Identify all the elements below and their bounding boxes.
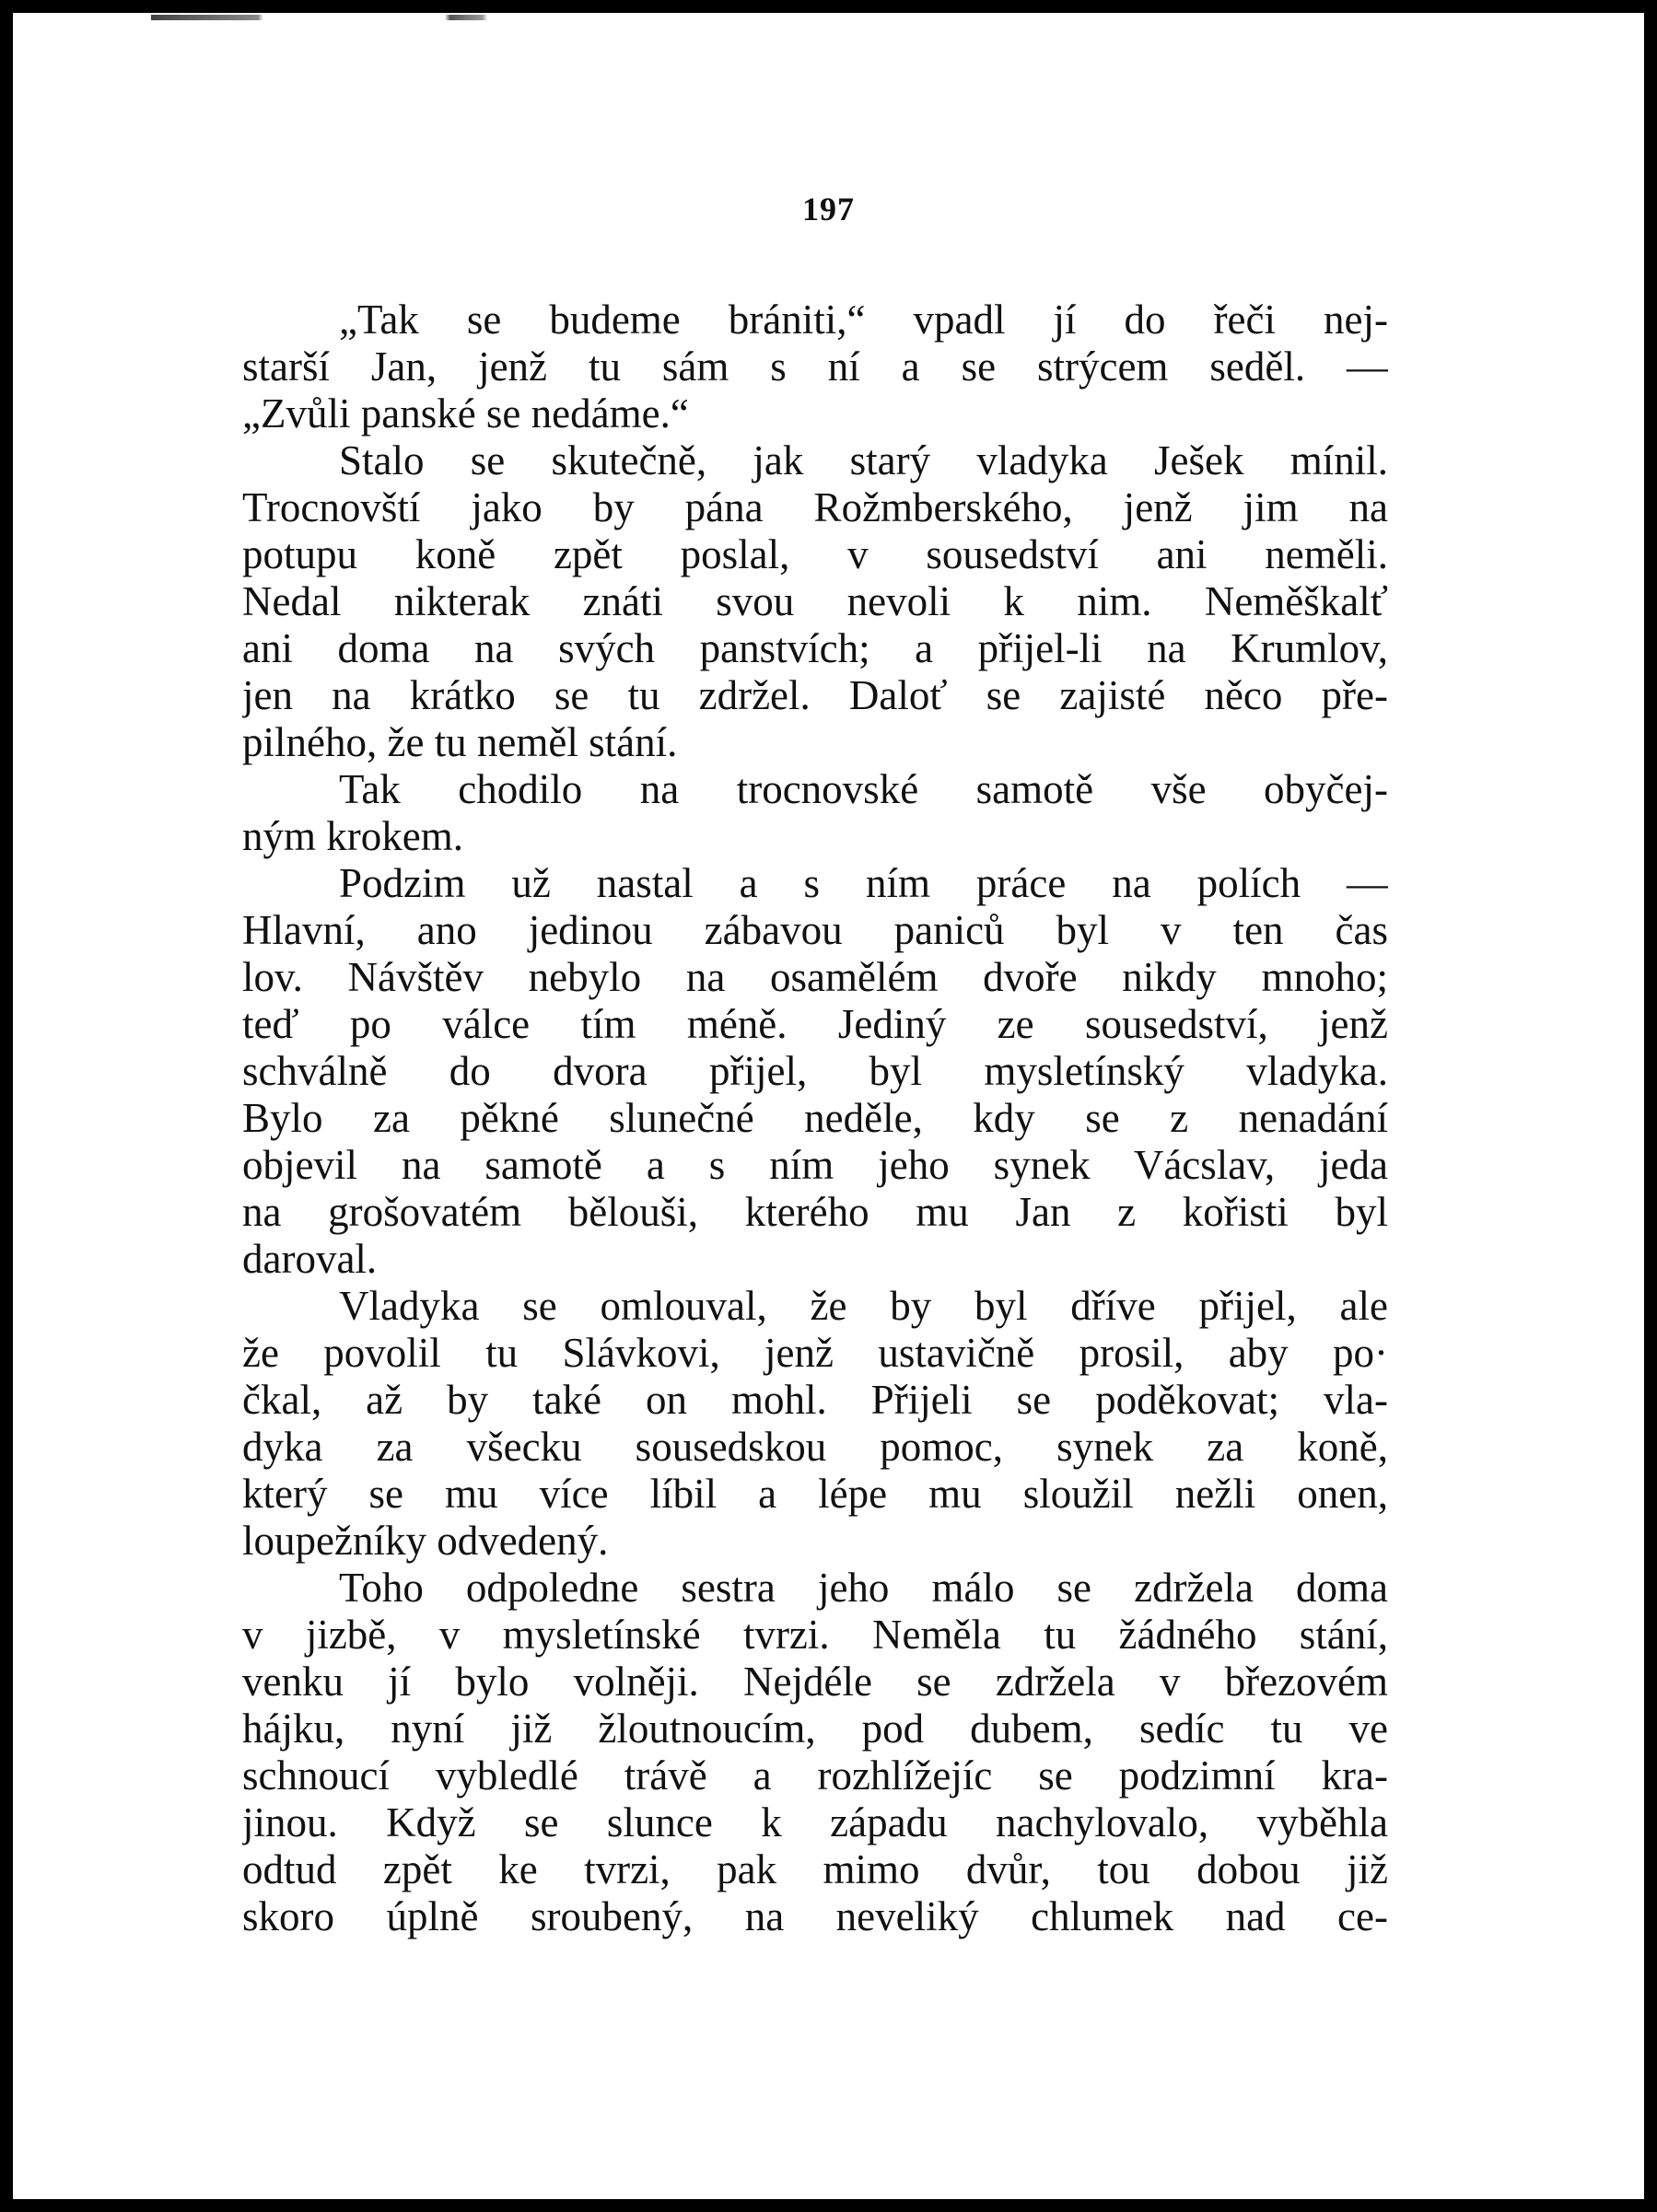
text-line: venku jí bylo volněji. Nejdéle se zdržela v březovém (242, 1659, 1388, 1705)
text-line: Bylo za pěkné slunečné neděle, kdy se z nenadání (242, 1095, 1388, 1141)
scan-edge-mark (151, 15, 685, 20)
text-line: jinou. Když se slunce k západu nachylovalo, vyběhla (242, 1799, 1388, 1845)
text-line: Hlavní, ano jedinou zábavou paniců byl v ten čas (242, 907, 1388, 953)
text-line: Nedal nikterak znáti svou nevoli k nim. Neměškalť (242, 578, 1388, 624)
text-line: na grošovatém bělouši, kterého mu Jan z kořisti byl (242, 1189, 1388, 1235)
text-line: jen na krátko se tu zdržel. Daloť se zajisté něco pře- (242, 672, 1388, 718)
text-line: daroval. (242, 1236, 378, 1282)
text-line: teď po válce tím méně. Jediný ze sousedství, jenž (242, 1001, 1388, 1047)
text-line: lov. Návštěv nebylo na osamělém dvoře nikdy mnoho; (242, 954, 1388, 1000)
text-line: schnoucí vybledlé trávě a rozhlížejíc se podzimní kra- (242, 1752, 1388, 1799)
text-line: Toho odpoledne sestra jeho málo se zdržela doma (339, 1565, 1388, 1611)
page-number: 197 (802, 191, 855, 227)
text-line: že povolil tu Slávkovi, jenž ustavičně prosil, aby po· (242, 1330, 1388, 1376)
text-line: ani doma na svých panstvích; a přijel-li na Krumlov, (242, 625, 1388, 671)
text-line: který se mu více líbil a lépe mu sloužil nežli onen, (242, 1471, 1388, 1517)
text-line: loupežníky odvedený. (242, 1518, 609, 1564)
text-line: starší Jan, jenž tu sám s ní a se strýcem seděl. — (242, 343, 1388, 390)
text-line: pilného, že tu neměl stání. (242, 719, 678, 765)
text-line: Stalo se skutečně, jak starý vladyka Ješek mínil. (339, 437, 1388, 483)
body-text (242, 297, 1388, 1940)
text-line: ným krokem. (242, 813, 463, 859)
text-line: Tak chodilo na trocnovské samotě vše obyčej- (339, 766, 1388, 812)
text-line: Podzim už nastal a s ním práce na polích — (339, 860, 1388, 906)
text-line: dyka za všecku sousedskou pomoc, synek za koně, (242, 1424, 1388, 1470)
text-line: Vladyka se omlouval, že by byl dříve přijel, ale (339, 1283, 1388, 1329)
text-line: čkal, až by také on mohl. Přijeli se poděkovat; vla- (242, 1377, 1388, 1423)
book-page (13, 13, 1644, 2199)
text-line: odtud zpět ke tvrzi, pak mimo dvůr, tou dobou již (242, 1846, 1388, 1892)
text-line: objevil na samotě a s ním jeho synek Vácslav, jeda (242, 1142, 1388, 1188)
text-line: Trocnovští jako by pána Rožmberského, jenž jim na (242, 484, 1388, 530)
text-line: skoro úplně sroubený, na neveliký chlumek nad ce- (242, 1893, 1388, 1939)
text-line: potupu koně zpět poslal, v sousedství ani neměli. (242, 531, 1388, 577)
text-line: „Zvůli panské se nedáme.“ (242, 390, 689, 437)
text-line: hájku, nyní již žloutnoucím, pod dubem, sedíc tu ve (242, 1706, 1388, 1752)
text-line: v jizbě, v mysletínské tvrzi. Neměla tu žádného stání, (242, 1612, 1388, 1658)
text-line: schválně do dvora přijel, byl mysletínský vladyka. (242, 1048, 1388, 1094)
text-line: „Tak se budeme brániti,“ vpadl jí do řeči nej- (339, 297, 1388, 343)
